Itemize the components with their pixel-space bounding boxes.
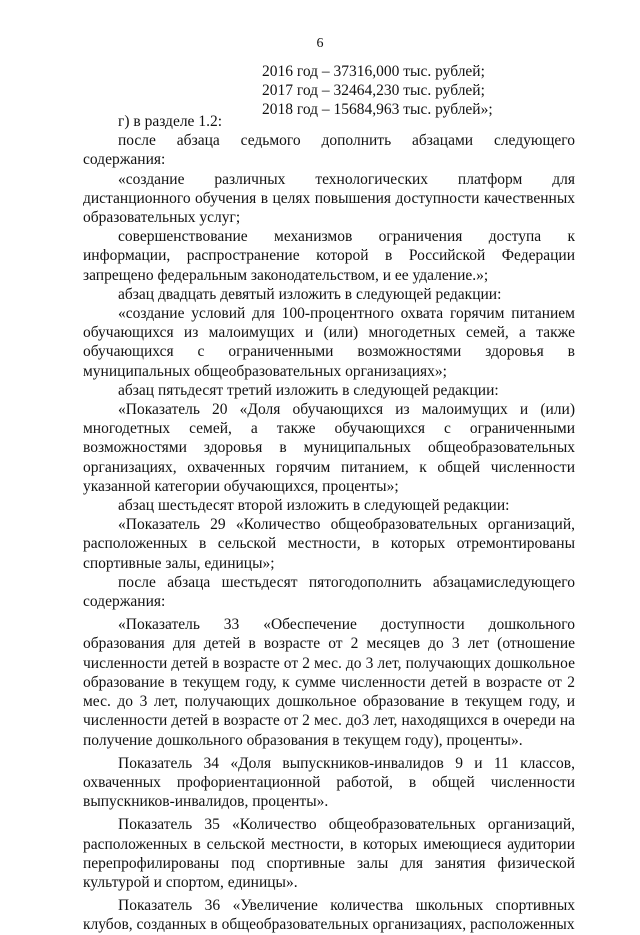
paragraph: совершенствование механизмов ограничения доступа к информации, распространение которой в Российской Федерации запрещено федеральным законодательством, и ее удаление.»; — [83, 228, 575, 284]
figure-line-2016: 2016 год – 37316,000 тыс. рублей; — [262, 63, 485, 80]
paragraph: абзац шестьдесят второй изложить в следующей редакции: — [118, 497, 510, 515]
paragraph: Показатель 35 «Количество общеобразовательных организаций, расположенных в сельской местности, в которых имеющиеся аудитории перепрофилированы под спортивные залы для занятия физической культурой и спортом, единицы». — [83, 816, 575, 891]
body-text — [83, 112, 575, 935]
paragraph: абзац двадцать девятый изложить в следующей редакции: — [118, 285, 502, 303]
figure-line-2018: 2018 год – 15684,963 тыс. рублей»; — [262, 101, 493, 118]
paragraph: после абзаца седьмого дополнить абзацами следующего содержания: — [83, 132, 575, 169]
paragraph: «Показатель 33 «Обеспечение доступности дошкольного образования для детей в возрасте от 2 месяцев до 3 лет (отношение численности детей в возрасте от 2 мес. до 3 лет, получающих дошкольное образование в текущем году, к сумме численности детей в возрасте от 2 мес. до 3 лет, получающих дошкольное образование в текущем году, и численности детей в возрасте от 2 мес. до3 лет, находящихся в очереди на получение дошкольного образования в текущем году), проценты». — [83, 616, 575, 749]
paragraph: после абзаца шестьдесят пятогодополнить абзацамиследующего содержания: — [83, 573, 575, 611]
paragraph: «создание различных технологических платформ для дистанционного обучения в целях повышения доступности качественных образовательных услуг; — [83, 170, 575, 227]
paragraph: г) в разделе 1.2: — [118, 113, 222, 130]
paragraph: «создание условий для 100-процентного охвата горячим питанием обучающихся из малоимущих и (или) многодетных семей, а также обучающихся с ограниченными возможностями здоровья в муниципальных общеобразовательных организациях»; — [83, 305, 575, 380]
paragraph: Показатель 34 «Доля выпускников-инвалидов 9 и 11 классов, охваченных профориентационной работой, в общей численности выпускников-инвалидов, проценты». — [83, 754, 575, 811]
paragraph: «Показатель 29 «Количество общеобразовательных организаций, расположенных в сельской местности, в которых отремонтированы спортивные залы, единицы»; — [83, 516, 575, 572]
paragraph: «Показатель 20 «Доля обучающихся из малоимущих и (или) многодетных семей, а также обучающихся с ограниченными возможностями здоровья в муниципальных общеобразовательных организациях, охваченных горячим питанием, к общей численности указанной категории обучающихся, проценты»; — [83, 401, 575, 495]
paragraph: абзац пятьдесят третий изложить в следующей редакции: — [118, 381, 499, 399]
paragraph: Показатель 36 «Увеличение количества школьных спортивных клубов, созданных в общеобразовательных организациях, расположенных — [83, 897, 575, 934]
figure-line-2017: 2017 год – 32464,230 тыс. рублей; — [262, 82, 485, 99]
page-number: 6 — [316, 36, 324, 51]
